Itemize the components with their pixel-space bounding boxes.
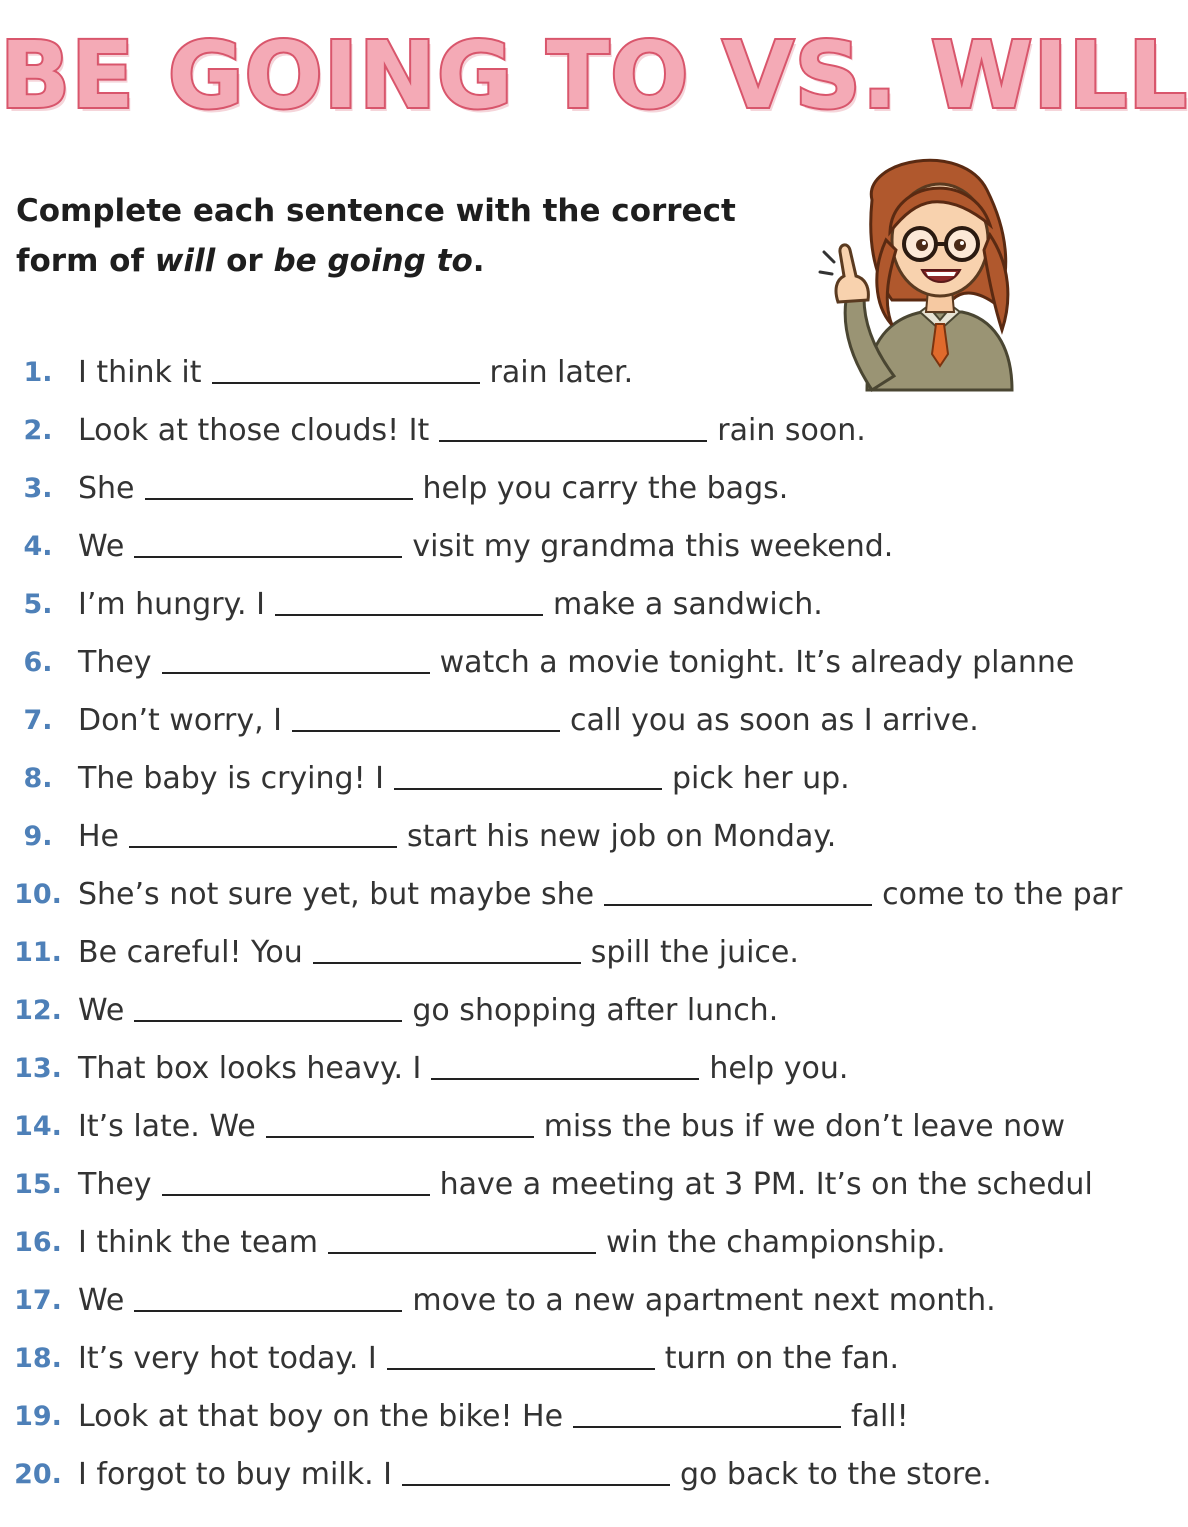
- item-number: 9.: [23, 821, 53, 852]
- answer-blank[interactable]: [145, 472, 413, 500]
- item-sentence: [78, 344, 633, 402]
- item-number: 16.: [14, 1227, 62, 1258]
- item-before: I forgot to buy milk. I: [78, 1457, 392, 1492]
- list-item: [0, 344, 1080, 402]
- item-after: move to a new apartment next month.: [412, 1283, 996, 1318]
- item-before: She: [78, 471, 135, 506]
- item-before: The baby is crying! I: [78, 761, 384, 796]
- list-item: [0, 576, 1080, 634]
- answer-blank[interactable]: [129, 820, 397, 848]
- item-before: I’m hungry. I: [78, 587, 265, 622]
- list-item: [0, 866, 1123, 924]
- instructions-will: will: [154, 243, 216, 279]
- item-sentence: [78, 1156, 1093, 1214]
- answer-blank[interactable]: [402, 1458, 670, 1486]
- item-after: help you carry the bags.: [422, 471, 789, 506]
- item-after: come to the par: [882, 877, 1123, 912]
- item-sentence: [78, 1214, 946, 1272]
- instructions-line-1: Complete each sentence with the correct: [16, 193, 736, 229]
- item-sentence: [78, 1098, 1065, 1156]
- item-before: Don’t worry, I: [78, 703, 283, 738]
- item-after: go shopping after lunch.: [412, 993, 779, 1028]
- answer-blank[interactable]: [266, 1110, 534, 1138]
- item-before: We: [78, 1283, 125, 1318]
- item-before: It’s very hot today. I: [78, 1341, 377, 1376]
- item-before: We: [78, 529, 125, 564]
- item-before: They: [78, 1167, 152, 1202]
- instructions-text: form of: [16, 243, 155, 279]
- list-item: [0, 1040, 1080, 1098]
- list-item: [0, 402, 1080, 460]
- item-number: 14.: [14, 1111, 62, 1142]
- list-item: [0, 750, 1080, 808]
- item-number: 6.: [23, 647, 53, 678]
- item-sentence: [78, 1040, 848, 1098]
- item-after: start his new job on Monday.: [407, 819, 837, 854]
- item-number: 4.: [23, 531, 53, 562]
- item-number: 2.: [23, 415, 53, 446]
- instructions-text: .: [472, 243, 485, 279]
- answer-blank[interactable]: [394, 762, 662, 790]
- list-item: [0, 1156, 1093, 1214]
- answer-blank[interactable]: [439, 414, 707, 442]
- item-before: Be careful! You: [78, 935, 303, 970]
- item-sentence: [78, 808, 836, 866]
- item-number: 10.: [14, 879, 62, 910]
- item-after: pick her up.: [671, 761, 850, 796]
- answer-blank[interactable]: [275, 588, 543, 616]
- item-before: That box looks heavy. I: [78, 1051, 422, 1086]
- item-before: He: [78, 819, 120, 854]
- item-before: We: [78, 993, 125, 1028]
- list-item: [0, 1272, 1080, 1330]
- list-item: [0, 808, 1080, 866]
- item-sentence: [78, 402, 866, 460]
- item-after: watch a movie tonight. It’s already planne: [439, 645, 1075, 680]
- list-item: [0, 1446, 1080, 1504]
- item-after: rain soon.: [717, 413, 866, 448]
- list-item: [0, 518, 1080, 576]
- item-sentence: [78, 750, 850, 808]
- item-before: Look at those clouds! It: [78, 413, 430, 448]
- item-sentence: [78, 1388, 909, 1446]
- item-number: 13.: [14, 1053, 62, 1084]
- item-number: 5.: [23, 589, 53, 620]
- instructions: [16, 186, 776, 286]
- item-before: It’s late. We: [78, 1109, 256, 1144]
- list-item: [0, 692, 1080, 750]
- answer-blank[interactable]: [431, 1052, 699, 1080]
- item-before: I think the team: [78, 1225, 319, 1260]
- item-number: 18.: [14, 1343, 62, 1374]
- item-number: 11.: [14, 937, 62, 968]
- item-after: miss the bus if we don’t leave now: [543, 1109, 1066, 1144]
- item-sentence: [78, 576, 823, 634]
- answer-blank[interactable]: [292, 704, 560, 732]
- item-sentence: [78, 982, 778, 1040]
- item-sentence: [78, 866, 1122, 924]
- item-sentence: [78, 1446, 992, 1504]
- item-sentence: [78, 634, 1074, 692]
- list-item: [0, 1330, 1080, 1388]
- item-after: call you as soon as I arrive.: [570, 703, 979, 738]
- item-number: 12.: [14, 995, 62, 1026]
- answer-blank[interactable]: [134, 1284, 402, 1312]
- item-number: 7.: [23, 705, 53, 736]
- item-after: fall!: [851, 1399, 909, 1434]
- answer-blank[interactable]: [313, 936, 581, 964]
- answer-blank[interactable]: [134, 994, 402, 1022]
- item-after: visit my grandma this weekend.: [412, 529, 894, 564]
- item-number: 20.: [14, 1459, 62, 1490]
- instructions-text: or: [215, 243, 274, 279]
- instructions-line-2: [16, 236, 776, 286]
- item-after: win the championship.: [606, 1225, 946, 1260]
- list-item: [0, 1388, 1080, 1446]
- item-sentence: [78, 1272, 996, 1330]
- answer-blank[interactable]: [328, 1226, 596, 1254]
- list-item: [0, 634, 1080, 692]
- item-before: She’s not sure yet, but maybe she: [78, 877, 595, 912]
- answer-blank[interactable]: [162, 646, 430, 674]
- item-before: I think it: [78, 355, 202, 390]
- list-item: [0, 1098, 1080, 1156]
- item-number: 3.: [23, 473, 53, 504]
- item-after: have a meeting at 3 PM. It’s on the schedul: [439, 1167, 1093, 1202]
- answer-blank[interactable]: [212, 356, 480, 384]
- list-item: [0, 460, 1080, 518]
- answer-blank[interactable]: [134, 530, 402, 558]
- item-number: 8.: [23, 763, 53, 794]
- item-number: 15.: [14, 1169, 62, 1200]
- item-sentence: [78, 518, 893, 576]
- item-after: help you.: [709, 1051, 849, 1086]
- answer-blank[interactable]: [604, 878, 872, 906]
- item-number: 19.: [14, 1401, 62, 1432]
- list-item: [0, 982, 1080, 1040]
- answer-blank[interactable]: [162, 1168, 430, 1196]
- page-title: BE GOING TO VS. WILL: [0, 22, 1188, 129]
- item-after: rain later.: [489, 355, 634, 390]
- item-after: make a sandwich.: [552, 587, 823, 622]
- item-number: 1.: [23, 357, 53, 388]
- exercise-list: [0, 344, 1123, 1524]
- item-after: go back to the store.: [680, 1457, 992, 1492]
- item-number: 17.: [14, 1285, 62, 1316]
- item-sentence: [78, 1330, 899, 1388]
- item-sentence: [78, 460, 788, 518]
- list-item: [0, 1214, 1080, 1272]
- item-after: turn on the fan.: [664, 1341, 900, 1376]
- item-after: spill the juice.: [590, 935, 799, 970]
- item-sentence: [78, 924, 799, 982]
- list-item: [0, 924, 1080, 982]
- instructions-be-going-to: be going to: [273, 243, 473, 279]
- answer-blank[interactable]: [573, 1400, 841, 1428]
- answer-blank[interactable]: [387, 1342, 655, 1370]
- item-before: They: [78, 645, 152, 680]
- item-before: Look at that boy on the bike! He: [78, 1399, 564, 1434]
- item-sentence: [78, 692, 979, 750]
